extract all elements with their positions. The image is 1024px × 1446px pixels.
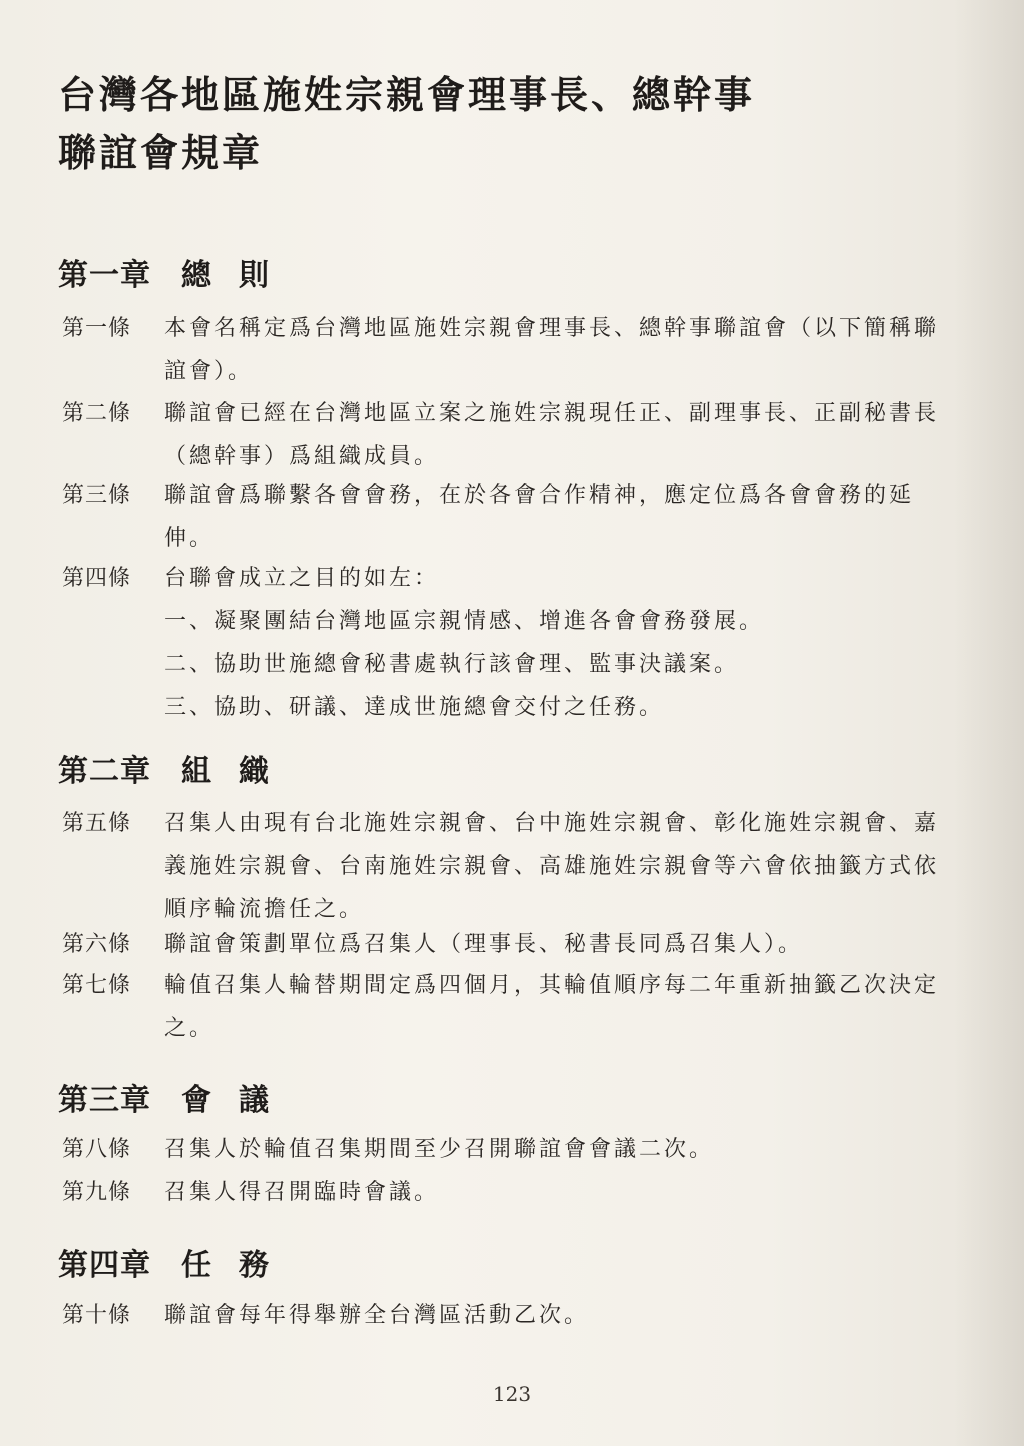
chapter-number: 第二章 [58, 754, 151, 789]
chapter-number: 第一章 [58, 258, 151, 293]
article-text: 本會名稱定爲台灣地區施姓宗親會理事長、總幹事聯誼會（以下簡稱聯誼會）。 [164, 316, 940, 384]
article-label: 第九條 [62, 1180, 132, 1205]
article-label: 第二條 [62, 401, 132, 426]
article-text: 聯誼會策劃單位爲召集人（理事長、秘書長同爲召集人）。 [164, 932, 804, 957]
article-label: 第十條 [62, 1303, 132, 1328]
chapter-1-heading [58, 250, 297, 294]
article-8 [62, 1128, 952, 1171]
article-3 [62, 474, 952, 560]
list-item: 三、協助、研議、達成世施總會交付之任務。 [164, 695, 665, 720]
article-label: 第七條 [62, 973, 132, 998]
list-item: 二、協助世施總會秘書處執行該會理、監事決議案。 [164, 652, 740, 677]
chapter-name: 總則 [181, 258, 297, 293]
article-label: 第八條 [62, 1137, 132, 1162]
title-line-2: 聯誼會規章 [58, 131, 264, 175]
chapter-4-heading [58, 1240, 297, 1284]
chapter-name: 任務 [181, 1248, 297, 1283]
article-text: 聯誼會已經在台灣地區立案之施姓宗親現任正、副理事長、正副秘書長（總幹事）爲組織成員。 [164, 401, 940, 469]
list-item: 一、凝聚團結台灣地區宗親情感、增進各會會務發展。 [164, 609, 765, 634]
article-4 [62, 557, 952, 729]
article-6 [62, 923, 952, 966]
article-10 [62, 1294, 952, 1337]
article-label: 第六條 [62, 932, 132, 957]
page-number: 123 [492, 1382, 532, 1406]
binding-shadow [954, 0, 1024, 1446]
chapter-number: 第四章 [58, 1248, 151, 1283]
article-7 [62, 964, 952, 1050]
article-text: 輪值召集人輪替期間定爲四個月，其輪值順序每二年重新抽籤乙次決定之。 [164, 973, 940, 1041]
title-line-1: 台灣各地區施姓宗親會理事長、總幹事 [58, 73, 756, 117]
chapter-2-heading [58, 746, 297, 790]
article-text: 召集人於輪值召集期間至少召開聯誼會會議二次。 [164, 1137, 715, 1162]
chapter-number: 第三章 [58, 1083, 151, 1118]
article-label: 第三條 [62, 483, 132, 508]
article-text: 聯誼會爲聯繫各會會務，在於各會合作精神，應定位爲各會會務的延伸。 [164, 483, 915, 551]
article-label: 第五條 [62, 811, 132, 836]
article-2 [62, 392, 952, 478]
document-title [58, 66, 958, 182]
article-text: 台聯會成立之目的如左： [164, 566, 440, 591]
article-text: 聯誼會每年得舉辦全台灣區活動乙次。 [164, 1303, 590, 1328]
chapter-name: 會議 [181, 1083, 297, 1118]
article-text: 召集人由現有台北施姓宗親會、台中施姓宗親會、彰化施姓宗親會、嘉義施姓宗親會、台南施姓宗親會、高雄施姓宗親會等六會依抽籤方式依順序輪流擔任之。 [164, 811, 940, 922]
article-5 [62, 802, 952, 931]
article-9 [62, 1171, 952, 1214]
article-label: 第四條 [62, 566, 132, 591]
article-text: 召集人得召開臨時會議。 [164, 1180, 440, 1205]
chapter-name: 組織 [181, 754, 297, 789]
article-1 [62, 307, 952, 393]
chapter-3-heading [58, 1075, 297, 1119]
article-label: 第一條 [62, 316, 132, 341]
